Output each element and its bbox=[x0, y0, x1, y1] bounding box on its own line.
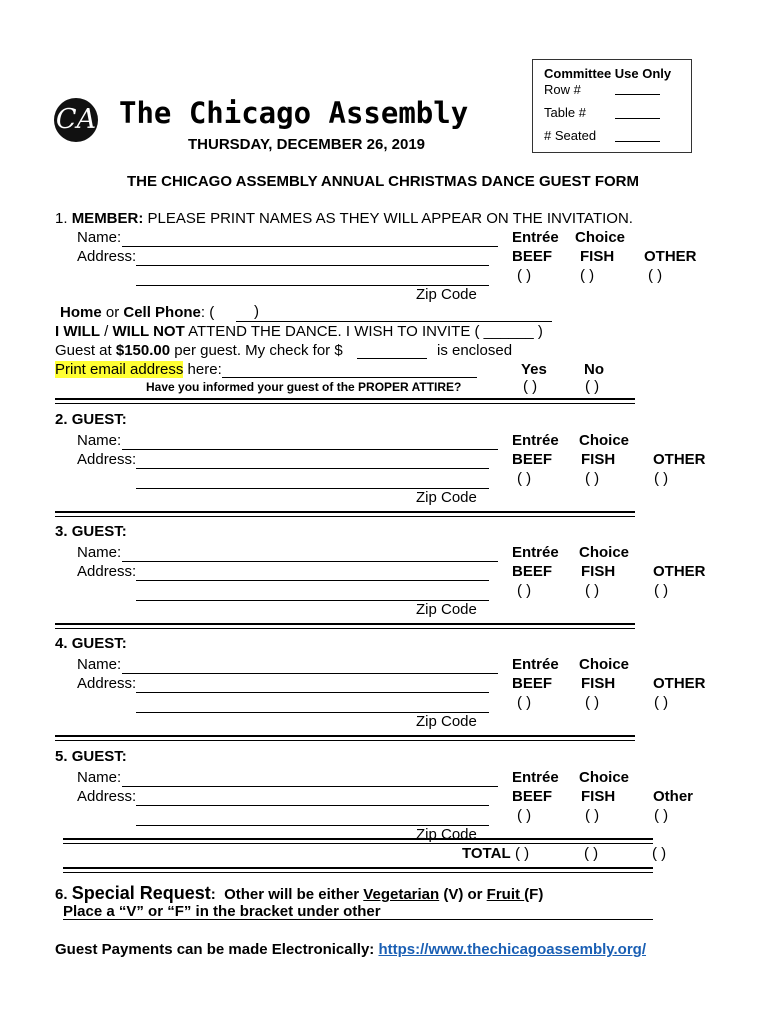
special-text: Other will be either bbox=[224, 886, 364, 903]
website-link[interactable]: https://www.thechicagoassembly.org/ bbox=[378, 941, 647, 958]
special-request-label: Special Request bbox=[71, 883, 211, 903]
page-title: The Chicago Assembly bbox=[119, 96, 469, 130]
check-label: per guest. My check for $ bbox=[170, 342, 343, 359]
guest-beef-checkbox[interactable]: ( ) bbox=[517, 470, 532, 487]
guest-entree-label: Entrée bbox=[512, 544, 559, 561]
total-other: ( ) bbox=[652, 845, 667, 862]
phone-field[interactable] bbox=[236, 321, 552, 322]
guest-entree-label: Entrée bbox=[512, 769, 559, 786]
special-request-line bbox=[55, 883, 543, 904]
email-line bbox=[55, 361, 222, 378]
member-beef-checkbox[interactable]: ( ) bbox=[517, 267, 532, 284]
guest-address-field[interactable] bbox=[136, 805, 489, 806]
event-date: THURSDAY, DECEMBER 26, 2019 bbox=[188, 136, 426, 153]
guest-zip-label: Zip Code bbox=[416, 713, 477, 730]
assembly-logo: CA bbox=[54, 98, 98, 142]
guest-heading bbox=[55, 748, 127, 765]
total-divider-top bbox=[63, 838, 653, 844]
member-other-label: OTHER bbox=[644, 248, 697, 265]
guest-choice-label: Choice bbox=[579, 656, 630, 673]
guest-address-field[interactable] bbox=[136, 468, 489, 469]
vegetarian-label: Vegetarian bbox=[363, 886, 440, 903]
guest-beef-label: BEEF bbox=[512, 451, 553, 468]
section-divider bbox=[55, 623, 635, 629]
guest-entree-label: Entrée bbox=[512, 656, 559, 673]
email-label-highlight: Print email address bbox=[55, 361, 184, 378]
phone-cell-label: Cell Phone bbox=[123, 304, 201, 321]
form-title: THE CHICAGO ASSEMBLY ANNUAL CHRISTMAS DANCE GUEST FORM bbox=[127, 173, 639, 190]
member-name-label: Name: bbox=[77, 229, 122, 246]
committee-use-box bbox=[532, 59, 692, 153]
will-not-option[interactable]: WILL NOT bbox=[112, 323, 185, 340]
member-other-checkbox[interactable]: ( ) bbox=[648, 267, 663, 284]
guest-heading bbox=[55, 523, 127, 540]
section-divider bbox=[55, 511, 635, 517]
total-label: TOTAL bbox=[462, 845, 511, 862]
guest-number: 3. bbox=[55, 523, 68, 540]
guest-heading bbox=[55, 411, 127, 428]
row-number-field[interactable] bbox=[615, 94, 660, 95]
total-fish: ( ) bbox=[584, 845, 599, 862]
guest-label: GUEST: bbox=[71, 411, 127, 428]
will-option[interactable]: I WILL bbox=[55, 323, 100, 340]
seated-number-field[interactable] bbox=[615, 141, 660, 142]
guest-beef-label: BEEF bbox=[512, 563, 553, 580]
guest-other-label: OTHER bbox=[653, 451, 706, 468]
payments-label: Guest Payments can be made Electronically: bbox=[55, 941, 379, 958]
seated-number-label: # Seated bbox=[544, 128, 597, 143]
section-divider bbox=[55, 398, 635, 404]
phone-or-label: or bbox=[101, 304, 124, 321]
guest-name-label: Name: bbox=[77, 656, 122, 673]
guest-beef-checkbox[interactable]: ( ) bbox=[517, 807, 532, 824]
guest-entree-label: Entrée bbox=[512, 432, 559, 449]
guest-address-label: Address: bbox=[77, 675, 137, 692]
guest-address-field[interactable] bbox=[136, 580, 489, 581]
committee-title: Committee Use Only bbox=[544, 66, 672, 81]
guest-other-label: Other bbox=[653, 788, 694, 805]
guest-address-label: Address: bbox=[77, 563, 137, 580]
will-separator: / bbox=[100, 323, 113, 340]
guest-beef-checkbox[interactable]: ( ) bbox=[517, 582, 532, 599]
table-number-field[interactable] bbox=[615, 118, 660, 119]
guest-price-line bbox=[55, 342, 343, 359]
guest-name-field[interactable] bbox=[122, 561, 498, 562]
guest-label: GUEST: bbox=[71, 635, 127, 652]
invite-text: ATTEND THE DANCE. I WISH TO INVITE ( ______ ) bbox=[184, 323, 543, 340]
guest-number: 4. bbox=[55, 635, 68, 652]
guest-name-field[interactable] bbox=[122, 673, 498, 674]
attire-question: Have you informed your guest of the PROPER ATTIRE? bbox=[146, 380, 462, 394]
total-divider-bottom bbox=[63, 867, 653, 873]
guest-choice-label: Choice bbox=[579, 769, 630, 786]
guest-fish-checkbox[interactable]: ( ) bbox=[585, 694, 600, 711]
section-divider bbox=[55, 735, 635, 741]
guest-number: 5. bbox=[55, 748, 68, 765]
guest-name-field[interactable] bbox=[122, 449, 498, 450]
member-fish-label: FISH bbox=[580, 248, 615, 265]
member-beef-label: BEEF bbox=[512, 248, 553, 265]
member-fish-checkbox[interactable]: ( ) bbox=[580, 267, 595, 284]
special-colon: : bbox=[210, 886, 216, 903]
check-amount-field[interactable] bbox=[357, 358, 427, 359]
guest-name-label: Name: bbox=[77, 544, 122, 561]
member-choice-label: Choice bbox=[575, 229, 626, 246]
guest-beef-label: BEEF bbox=[512, 675, 553, 692]
special-text-2: (V) or bbox=[439, 886, 487, 903]
special-text-3: (F) bbox=[524, 886, 544, 903]
guest-price: $150.00 bbox=[115, 342, 171, 359]
guest-number: 2. bbox=[55, 411, 68, 428]
member-label: MEMBER: bbox=[71, 210, 144, 227]
attendance-line bbox=[55, 323, 543, 340]
guest-address-field[interactable] bbox=[136, 692, 489, 693]
guest-fish-label: FISH bbox=[581, 675, 616, 692]
guest-other-label: OTHER bbox=[653, 675, 706, 692]
guest-other-label: OTHER bbox=[653, 563, 706, 580]
guest-at-label: Guest at bbox=[55, 342, 116, 359]
guest-beef-checkbox[interactable]: ( ) bbox=[517, 694, 532, 711]
guest-label: GUEST: bbox=[71, 523, 127, 540]
guest-fish-checkbox[interactable]: ( ) bbox=[585, 582, 600, 599]
phone-home-label: Home bbox=[60, 304, 102, 321]
phone-line bbox=[60, 304, 214, 321]
row-number-label: Row # bbox=[544, 82, 581, 97]
special-request-field[interactable] bbox=[63, 919, 653, 920]
attire-no-checkbox[interactable]: ( ) bbox=[585, 378, 600, 395]
member-number: 1. bbox=[55, 210, 68, 227]
attire-yes-checkbox[interactable]: ( ) bbox=[523, 378, 538, 395]
guest-name-label: Name: bbox=[77, 432, 122, 449]
member-address-field[interactable] bbox=[136, 265, 489, 266]
payments-line bbox=[55, 941, 646, 958]
guest-address-label: Address: bbox=[77, 788, 137, 805]
phone-rest-label: : ( bbox=[200, 304, 215, 321]
guest-fish-label: FISH bbox=[581, 788, 616, 805]
member-entree-label: Entrée bbox=[512, 229, 559, 246]
member-section-heading bbox=[55, 210, 633, 227]
fruit-label: Fruit bbox=[486, 886, 525, 903]
guest-choice-label: Choice bbox=[579, 432, 630, 449]
member-instruction: PLEASE PRINT NAMES AS THEY WILL APPEAR ON THE INVITATION. bbox=[147, 210, 633, 227]
guest-beef-label: BEEF bbox=[512, 788, 553, 805]
guest-choice-label: Choice bbox=[579, 544, 630, 561]
guest-zip-label: Zip Code bbox=[416, 489, 477, 506]
guest-other-checkbox[interactable]: ( ) bbox=[654, 694, 669, 711]
guest-fish-label: FISH bbox=[581, 451, 616, 468]
guest-zip-label: Zip Code bbox=[416, 601, 477, 618]
guest-fish-label: FISH bbox=[581, 563, 616, 580]
guest-fish-checkbox[interactable]: ( ) bbox=[585, 470, 600, 487]
total-beef: ( ) bbox=[515, 845, 530, 862]
guest-name-field[interactable] bbox=[122, 786, 498, 787]
email-field[interactable] bbox=[222, 377, 477, 378]
guest-zip-label: Zip Code bbox=[416, 826, 477, 843]
enclosed-label: is enclosed bbox=[437, 342, 513, 359]
special-number: 6. bbox=[55, 886, 68, 903]
guest-label: GUEST: bbox=[71, 748, 127, 765]
guest-other-checkbox[interactable]: ( ) bbox=[654, 470, 669, 487]
member-name-field[interactable] bbox=[122, 246, 498, 247]
member-zip-label: Zip Code bbox=[416, 286, 477, 303]
email-here-label: here: bbox=[183, 361, 222, 378]
table-number-label: Table # bbox=[544, 105, 586, 120]
guest-heading bbox=[55, 635, 127, 652]
guest-name-label: Name: bbox=[77, 769, 122, 786]
guest-fish-checkbox[interactable]: ( ) bbox=[585, 807, 600, 824]
phone-close-paren: ) bbox=[254, 303, 259, 320]
special-instruction: Place a “V” or “F” in the bracket under other bbox=[63, 903, 381, 920]
guest-other-checkbox[interactable]: ( ) bbox=[654, 582, 669, 599]
yes-label: Yes bbox=[521, 361, 547, 378]
member-address-label: Address: bbox=[77, 248, 137, 265]
guest-address-label: Address: bbox=[77, 451, 137, 468]
no-label: No bbox=[584, 361, 604, 378]
guest-other-checkbox[interactable]: ( ) bbox=[654, 807, 669, 824]
